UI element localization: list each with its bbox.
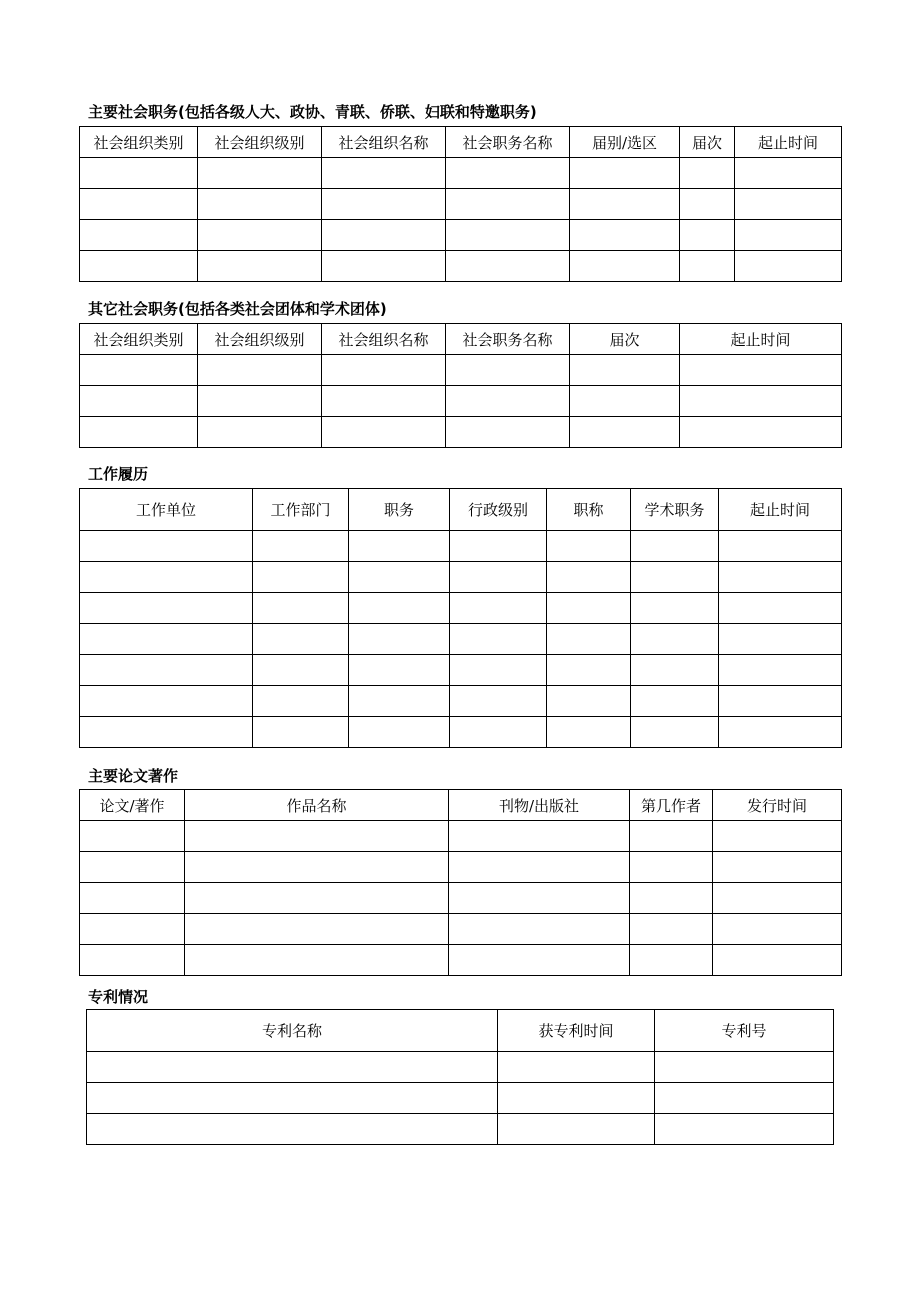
table-cell[interactable]: [735, 158, 842, 189]
table-header-row: [87, 1010, 834, 1052]
table-cell[interactable]: [80, 686, 253, 717]
table-cell[interactable]: [713, 945, 842, 976]
table-cell[interactable]: [80, 821, 185, 852]
table-cell[interactable]: [680, 220, 735, 251]
table-cell[interactable]: [547, 655, 631, 686]
table-cell[interactable]: [80, 158, 198, 189]
table-cell[interactable]: [446, 355, 570, 386]
table-cell[interactable]: [253, 562, 349, 593]
table-cell[interactable]: [547, 593, 631, 624]
table-cell[interactable]: [680, 158, 735, 189]
table-cell[interactable]: [719, 531, 842, 562]
table-cell[interactable]: [719, 624, 842, 655]
table-cell[interactable]: [322, 251, 446, 282]
papers-title: 主要论文著作: [88, 767, 179, 785]
table-cell[interactable]: [349, 717, 450, 748]
table-cell[interactable]: [631, 562, 719, 593]
table-cell[interactable]: [631, 624, 719, 655]
header-patent-date: 获专利时间: [498, 1010, 655, 1052]
table-row: [80, 158, 842, 189]
table-cell[interactable]: [570, 220, 680, 251]
table-cell[interactable]: [713, 883, 842, 914]
table-row: [80, 717, 842, 748]
header-department: 工作部门: [253, 489, 349, 531]
table-cell[interactable]: [735, 251, 842, 282]
table-row: [87, 1114, 834, 1145]
social-main-table: [79, 126, 842, 282]
table-cell[interactable]: [713, 821, 842, 852]
table-cell[interactable]: [631, 593, 719, 624]
table-cell[interactable]: [719, 655, 842, 686]
table-cell[interactable]: [198, 251, 322, 282]
table-cell[interactable]: [547, 562, 631, 593]
table-cell[interactable]: [680, 355, 842, 386]
work-history-table: [79, 488, 842, 748]
table-cell[interactable]: [349, 562, 450, 593]
table-cell[interactable]: [449, 883, 630, 914]
table-header-row: [80, 790, 842, 821]
header-org-level: 社会组织级别: [198, 324, 322, 355]
header-paper-or-book: 论文/著作: [80, 790, 185, 821]
table-cell[interactable]: [446, 189, 570, 220]
table-cell[interactable]: [322, 386, 446, 417]
table-cell[interactable]: [80, 417, 198, 448]
table-cell[interactable]: [713, 852, 842, 883]
header-publish-date: 发行时间: [713, 790, 842, 821]
social-main-title: 主要社会职务(包括各级人大、政协、青联、侨联、妇联和特邀职务): [88, 103, 537, 121]
header-position-name: 社会职务名称: [446, 324, 570, 355]
table-cell[interactable]: [631, 531, 719, 562]
social-other-title: 其它社会职务(包括各类社会团体和学术团体): [88, 300, 387, 318]
table-cell[interactable]: [547, 531, 631, 562]
table-cell[interactable]: [322, 220, 446, 251]
table-cell[interactable]: [185, 914, 449, 945]
table-row: [80, 531, 842, 562]
table-cell[interactable]: [719, 686, 842, 717]
table-cell[interactable]: [449, 945, 630, 976]
table-cell[interactable]: [570, 386, 680, 417]
table-row: [87, 1052, 834, 1083]
table-row: [80, 821, 842, 852]
table-cell[interactable]: [80, 624, 253, 655]
table-cell[interactable]: [322, 355, 446, 386]
table-row: [80, 355, 842, 386]
table-cell[interactable]: [446, 251, 570, 282]
table-cell[interactable]: [446, 220, 570, 251]
table-cell[interactable]: [80, 883, 185, 914]
patents-table: [86, 1009, 834, 1145]
table-cell[interactable]: [185, 852, 449, 883]
header-patent-number: 专利号: [655, 1010, 834, 1052]
table-cell[interactable]: [253, 717, 349, 748]
table-cell[interactable]: [498, 1083, 655, 1114]
table-cell[interactable]: [80, 945, 185, 976]
patents-title: 专利情况: [88, 988, 149, 1006]
table-row: [80, 251, 842, 282]
table-cell[interactable]: [349, 624, 450, 655]
header-session-district: 届别/选区: [570, 127, 680, 158]
table-cell[interactable]: [680, 386, 842, 417]
table-cell[interactable]: [570, 417, 680, 448]
header-org-category: 社会组织类别: [80, 127, 198, 158]
table-cell[interactable]: [446, 417, 570, 448]
table-cell[interactable]: [198, 417, 322, 448]
table-cell[interactable]: [450, 686, 547, 717]
table-cell[interactable]: [80, 251, 198, 282]
table-cell[interactable]: [449, 914, 630, 945]
table-cell[interactable]: [87, 1052, 498, 1083]
table-cell[interactable]: [450, 655, 547, 686]
table-cell[interactable]: [498, 1114, 655, 1145]
table-cell[interactable]: [631, 686, 719, 717]
table-row: [80, 883, 842, 914]
header-term: 届次: [680, 127, 735, 158]
header-admin-level: 行政级别: [450, 489, 547, 531]
table-cell[interactable]: [449, 821, 630, 852]
table-cell[interactable]: [450, 562, 547, 593]
table-cell[interactable]: [80, 220, 198, 251]
table-cell[interactable]: [185, 945, 449, 976]
table-cell[interactable]: [80, 717, 253, 748]
table-cell[interactable]: [450, 593, 547, 624]
table-header-row: [80, 489, 842, 531]
table-cell[interactable]: [735, 189, 842, 220]
table-row: [80, 686, 842, 717]
table-cell[interactable]: [719, 593, 842, 624]
table-cell[interactable]: [719, 717, 842, 748]
table-cell[interactable]: [80, 355, 198, 386]
table-cell[interactable]: [253, 531, 349, 562]
table-cell[interactable]: [198, 355, 322, 386]
table-cell[interactable]: [80, 386, 198, 417]
table-cell[interactable]: [322, 158, 446, 189]
table-cell[interactable]: [547, 624, 631, 655]
table-cell[interactable]: [630, 821, 713, 852]
header-publisher: 刊物/出版社: [449, 790, 630, 821]
table-cell[interactable]: [450, 717, 547, 748]
table-cell[interactable]: [680, 189, 735, 220]
social-other-table: [79, 323, 842, 448]
table-cell[interactable]: [349, 686, 450, 717]
papers-table: [79, 789, 842, 976]
header-period: 起止时间: [680, 324, 842, 355]
table-cell[interactable]: [349, 531, 450, 562]
table-row: [87, 1083, 834, 1114]
table-row: [80, 655, 842, 686]
table-cell[interactable]: [198, 158, 322, 189]
table-row: [80, 593, 842, 624]
table-row: [80, 852, 842, 883]
table-cell[interactable]: [655, 1052, 834, 1083]
table-cell[interactable]: [570, 158, 680, 189]
header-work-name: 作品名称: [185, 790, 449, 821]
table-cell[interactable]: [719, 562, 842, 593]
table-cell[interactable]: [655, 1114, 834, 1145]
table-cell[interactable]: [80, 189, 198, 220]
table-cell[interactable]: [450, 624, 547, 655]
header-position: 职务: [349, 489, 450, 531]
table-cell[interactable]: [253, 655, 349, 686]
table-cell[interactable]: [570, 251, 680, 282]
table-cell[interactable]: [80, 593, 253, 624]
table-row: [80, 220, 842, 251]
table-cell[interactable]: [349, 593, 450, 624]
table-cell[interactable]: [80, 852, 185, 883]
table-row: [80, 417, 842, 448]
table-cell[interactable]: [198, 220, 322, 251]
table-cell[interactable]: [446, 386, 570, 417]
table-cell[interactable]: [713, 914, 842, 945]
table-cell[interactable]: [680, 251, 735, 282]
table-row: [80, 945, 842, 976]
table-row: [80, 189, 842, 220]
table-cell[interactable]: [450, 531, 547, 562]
table-cell[interactable]: [630, 914, 713, 945]
header-org-name: 社会组织名称: [322, 127, 446, 158]
table-row: [80, 386, 842, 417]
table-cell[interactable]: [630, 852, 713, 883]
header-org-name: 社会组织名称: [322, 324, 446, 355]
table-cell[interactable]: [570, 355, 680, 386]
table-cell[interactable]: [253, 686, 349, 717]
table-cell[interactable]: [631, 717, 719, 748]
table-cell[interactable]: [198, 189, 322, 220]
header-position-name: 社会职务名称: [446, 127, 570, 158]
table-cell[interactable]: [449, 852, 630, 883]
table-row: [80, 562, 842, 593]
table-cell[interactable]: [253, 624, 349, 655]
table-header-row: [80, 324, 842, 355]
table-cell[interactable]: [446, 158, 570, 189]
table-cell[interactable]: [80, 914, 185, 945]
table-cell[interactable]: [253, 593, 349, 624]
table-cell[interactable]: [87, 1083, 498, 1114]
table-cell[interactable]: [349, 655, 450, 686]
header-period: 起止时间: [735, 127, 842, 158]
table-cell[interactable]: [630, 945, 713, 976]
table-row: [80, 914, 842, 945]
header-employer: 工作单位: [80, 489, 253, 531]
work-history-title: 工作履历: [88, 465, 149, 483]
table-cell[interactable]: [547, 686, 631, 717]
table-row: [80, 624, 842, 655]
header-org-level: 社会组织级别: [198, 127, 322, 158]
header-title: 职称: [547, 489, 631, 531]
table-cell[interactable]: [80, 655, 253, 686]
table-cell[interactable]: [80, 562, 253, 593]
table-cell[interactable]: [322, 189, 446, 220]
header-patent-name: 专利名称: [87, 1010, 498, 1052]
table-cell[interactable]: [185, 821, 449, 852]
table-cell[interactable]: [655, 1083, 834, 1114]
table-cell[interactable]: [680, 417, 842, 448]
table-cell[interactable]: [630, 883, 713, 914]
table-cell[interactable]: [80, 531, 253, 562]
table-cell[interactable]: [631, 655, 719, 686]
table-cell[interactable]: [498, 1052, 655, 1083]
table-cell[interactable]: [198, 386, 322, 417]
header-academic-position: 学术职务: [631, 489, 719, 531]
table-cell[interactable]: [547, 717, 631, 748]
header-author-order: 第几作者: [630, 790, 713, 821]
table-header-row: [80, 127, 842, 158]
table-cell[interactable]: [87, 1114, 498, 1145]
table-cell[interactable]: [322, 417, 446, 448]
header-term: 届次: [570, 324, 680, 355]
header-org-category: 社会组织类别: [80, 324, 198, 355]
table-cell[interactable]: [570, 189, 680, 220]
table-cell[interactable]: [735, 220, 842, 251]
table-cell[interactable]: [185, 883, 449, 914]
header-period: 起止时间: [719, 489, 842, 531]
